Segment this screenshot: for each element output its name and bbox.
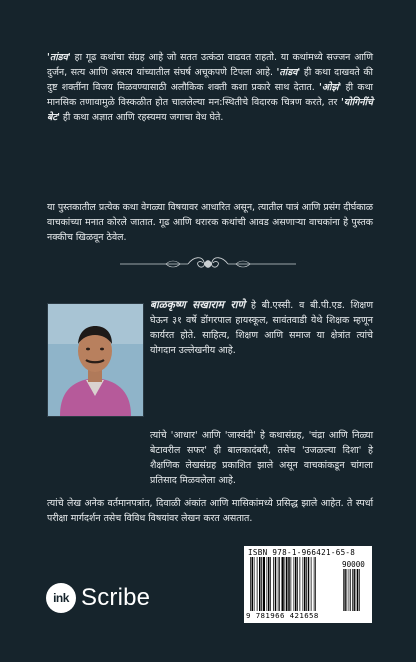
barcode-bar — [285, 557, 286, 611]
author-bio-2: त्यांचे 'आधार' आणि 'जास्वंदी' हे कथासंग्रह, 'चंद्रा आणि निळ्या बेटावरील सफर' ही बालकादंबरी, तसेच 'उजळल्या दिशा' हे शैक्षणिक लेखसंग्रह प्रकाशित झाले असून वाचकांकडून चांगला प्रतिसाद मिळवलेला आहे. — [150, 430, 373, 486]
barcode-bar — [270, 557, 271, 611]
barcode-bar — [263, 557, 265, 611]
barcode-bar — [257, 557, 258, 611]
title-mention-ozha: 'ओझं' — [318, 82, 342, 93]
barcode-digits: 9 781966 421658 — [246, 611, 319, 620]
barcode-addon-bar — [347, 569, 348, 611]
barcode-bar — [254, 557, 255, 611]
barcode-bar — [295, 557, 297, 611]
title-mention-yoginiche-bet: 'योगिनींचे बेट' — [47, 97, 373, 123]
barcode-bar — [311, 557, 312, 611]
publisher-logo — [46, 578, 166, 618]
barcode-bar — [250, 557, 251, 611]
blurb-text: हा गूढ कथांचा संग्रह आहे जो सतत उत्कंठा वाढवत राहतो. या कथांमध्ये सज्जन आणि दुर्जन, सत्य आणि असत्य यांच्यातील संघर्ष अचूकपणे टिपला आहे. — [47, 52, 373, 78]
ink-logo-mark: ink — [46, 583, 76, 613]
barcode-bar — [279, 557, 280, 611]
barcode-bar — [259, 557, 261, 611]
author-bio-1-text: हे बी.एस्सी. व बी.पी.एड. शिक्षण घेऊन ३१ वर्षे डोंगरपाल हायस्कूल, सावंतवाडी येथे शिक्षक म्हणून कार्यरत होते. साहित्य, शिक्षण आणि समाज या क्षेत्रांत त्यांचे योगदान उल्लेखनीय आहे. — [150, 300, 373, 356]
barcode-bar — [306, 557, 307, 611]
barcode-bar — [308, 557, 310, 611]
barcode-bar — [303, 557, 304, 611]
barcode-addon-bar — [357, 569, 358, 611]
barcode-bar — [304, 557, 306, 611]
barcode-addon-bar — [344, 569, 345, 611]
isbn-number: ISBN 978-1-966421-65-8 — [248, 548, 356, 557]
author-bio-1 — [150, 298, 373, 358]
barcode-bar — [297, 557, 298, 611]
title-mention-tandav: 'तांडव' — [47, 52, 71, 63]
barcode-addon-bar — [359, 569, 360, 611]
author-photo — [47, 303, 144, 417]
barcode-addon-bar — [349, 569, 350, 611]
barcode-addon-bar — [356, 569, 357, 611]
blurb-paragraph-1 — [47, 50, 373, 125]
barcode-bar — [300, 557, 301, 611]
barcode-bar — [315, 557, 316, 611]
barcode-bar — [261, 557, 262, 611]
barcode-bar — [278, 557, 279, 611]
barcode-bar — [286, 557, 288, 611]
price-code: 90000 — [342, 560, 365, 569]
barcode-bar — [288, 557, 290, 611]
barcode-bar — [282, 557, 284, 611]
barcode-addon-bar — [354, 569, 355, 611]
barcode-bar — [252, 557, 254, 611]
barcode-addon-bar — [350, 569, 351, 611]
title-mention-tandav-story: 'तांडव' — [276, 67, 301, 78]
barcode-bar — [314, 557, 315, 611]
publisher-name: Scribe — [81, 584, 151, 611]
barcode-bar — [291, 557, 292, 611]
author-bio-3: त्यांचे लेख अनेक वर्तमानपत्रांत, दिवाळी अंकांत आणि मासिकांमध्ये प्रसिद्ध झाले आहेत. ते स्पर्धा परीक्षा मार्गदर्शन तसेच विविध विषयांवर लेखन करत असतात. — [47, 498, 373, 524]
blurb-text: ही कथा दाखवते की दुष्ट शक्तींना विजय मिळवण्यासाठी अलौकिक शक्ती कशा प्रकारे साथ देतात. — [47, 67, 373, 93]
barcode-bar — [267, 557, 268, 611]
barcode-addon-bar — [343, 569, 344, 611]
blurb-text: ही कथा अज्ञात आणि रहस्यमय जगाचा वेध घेते. — [59, 112, 224, 123]
isbn-barcode — [244, 546, 372, 623]
barcode-bar — [268, 557, 270, 611]
author-name: बाळकृष्ण सखाराम राणे — [150, 299, 246, 311]
barcode-bar — [273, 557, 274, 611]
blurb-paragraph-2: या पुस्तकातील प्रत्येक कथा वेगळ्या विषयावर आधारित असून, त्यातील पात्रं आणि प्रसंग दीर्घकाळ वाचकांच्या मनात कोरले जातात. गूढ आणि थरारक कथांची आवड असणाऱ्या वाचकांना हे पुस्तक नक्कीच खिळवून ठेवेल. — [47, 202, 374, 243]
ornamental-divider — [118, 251, 298, 277]
barcode-addon-bar — [352, 569, 353, 611]
barcode-bar — [294, 557, 295, 611]
blurb-text: ही कथा मानसिक तणावामुळे विस्कळीत होत चाललेल्या मन:स्थितीचे विदारक चित्रण करते, तर — [47, 82, 373, 108]
barcode-bar — [275, 557, 277, 611]
